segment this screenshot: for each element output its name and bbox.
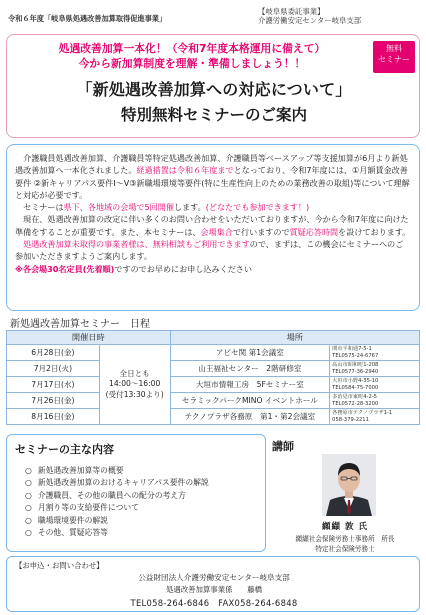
col-header-venue: 場所 (170, 331, 419, 345)
list-item: ○ 職場環境要件の解説 (25, 515, 209, 527)
table-row (7, 345, 420, 361)
seminar-title: 「新処遇改善加算への対応について」 (76, 80, 352, 99)
row-address: 多治見市東町4-2-5 TEL0572-28-3200 (330, 393, 420, 409)
col-header-date: 開催日時 (7, 331, 171, 345)
organizer-line1: 【岐阜県委託事業】 (258, 7, 325, 16)
lecturer-section (270, 434, 420, 552)
person-photo-icon (322, 454, 376, 516)
lecturer-photo (322, 454, 376, 516)
contact-department: 処遇改善加算事業係 藤橋 (165, 585, 263, 594)
seminar-contents-box (6, 434, 266, 552)
lecturer-label: 講師 (272, 440, 294, 453)
desc-paragraph-4: 処遇改善加算未取得の事業者様は、無料相談もご利用できますので、まずは、この機会にセミナーへのご参加いただきますようご案内します。 (15, 239, 404, 262)
badge-line2: セミナー (378, 54, 410, 64)
row-venue: 大垣市情報工房 5Fセミナー室 (170, 377, 330, 393)
table-row (7, 377, 420, 393)
seminar-subtitle: 特別無料セミナーのご案内 (120, 106, 307, 124)
list-item: ○ 月割り等の支給要件について (25, 502, 209, 514)
row-address: 各務原市テクノプラザ1-1 058-379-2211 (330, 409, 420, 425)
contact-label: 【お申込・お問い合わせ】 (15, 561, 104, 570)
lecturer-title-1: 纐纈社会保険労務士事務所 所長 (295, 535, 395, 543)
row-date: 7月26日(金) (7, 393, 100, 409)
row-date: 7月2日(火) (7, 361, 100, 377)
row-date: 6月28日(金) (7, 345, 100, 361)
row-address: 高山市昭和町1-208 TEL0577-36-2940 (330, 361, 420, 377)
schedule-title: 新処遇改善加算セミナー 日程 (10, 319, 150, 330)
description-box (6, 144, 420, 311)
time-line2: 14:00～16:00 (108, 379, 161, 389)
row-venue: 山王福祉センター 2階研修室 (170, 361, 330, 377)
contact-organization: 公益財団法人介護労働安定センター岐阜支部 (138, 573, 290, 582)
row-venue: セラミックパークMINO イベントホール (170, 393, 330, 409)
row-address: 関市平和通7-5-1 TEL0575-24-6767 (330, 345, 420, 361)
title-announcement-2: 今から新加算制度を理解・準備しましょう！！ (78, 57, 306, 70)
time-line1: 全日とも (119, 369, 150, 379)
title-box (6, 34, 420, 138)
list-item: ○ 介護職員、その他の職員への配分の考え方 (25, 490, 209, 502)
table-row (7, 409, 420, 425)
desc-paragraph-3: 現在、処遇改善加算の改定に伴い多くのお問い合わせをいただいておりますが、今から令和7年度に向けた準備をすることが重要です。また、本セミナーは、会場集合で行いますので質疑応答時間を設けております。 (15, 214, 411, 237)
table-row (7, 393, 420, 409)
list-item: ○ 新処遇改善加算のおけるキャリアパス要件の解説 (25, 477, 209, 489)
free-seminar-badge (373, 41, 415, 73)
schedule-header-row (7, 331, 420, 345)
project-name: 令和６年度「岐阜県処遇改善加算取得促進事業」 (8, 14, 167, 23)
list-item: ○ 新処遇改善加算等の概要 (25, 465, 209, 477)
badge-line1: 無料 (386, 44, 402, 53)
organizer (258, 7, 418, 26)
row-venue: テクノプラザ各務原 第1・第2会議室 (170, 409, 330, 425)
row-address: 大垣市小野4-35-10 TEL0584-75-7000 (330, 377, 420, 393)
lecturer-title-2: 特定社会保険労務士 (315, 545, 375, 553)
list-item: ○ その他、質疑応答等 (25, 527, 209, 539)
schedule-table (6, 330, 420, 425)
row-date: 8月16日(金) (7, 409, 100, 425)
row-date: 7月17日(水) (7, 377, 100, 393)
contents-title: セミナーの主な内容 (15, 443, 114, 456)
lecturer-name: 纐纈 敦 氏 (322, 522, 368, 532)
contact-box (6, 556, 420, 612)
desc-paragraph-1: 介護職員処遇改善加算、介護職員等特定処遇改善加算、介護職員等ベースアップ等支援加算が6月より新処遇改善加算へ一本化されました。経過措置は令和６年度までとなっており、令和7年度には、①月額賃金改善要件 ②新キャリアパス要件Ⅰ～Ⅴ③新職場環境等要件(特に生産性向上のための業務改善の取組)等について理解と対応が必要です。 (15, 153, 410, 200)
time-line3: (受付13:30より) (105, 389, 164, 399)
contents-list (25, 465, 209, 540)
table-row (7, 361, 420, 377)
contact-phone-fax: TEL058-264-6846 FAX058-264-6848 (130, 598, 298, 608)
desc-paragraph-2: セミナーは県下、各地域の会場で5回開催します。(どなたでも参加できます！) (15, 202, 310, 213)
time-cell (99, 345, 170, 425)
row-venue: アビセ関 第1会議室 (170, 345, 330, 361)
title-announcement-1: 処遇改善加算一本化！（令和7年度本格運用に備えて） (58, 42, 326, 55)
organizer-line2: 介護労働安定センター岐阜支部 (258, 16, 362, 26)
desc-paragraph-5: ※各会場30名定員(先着順)ですのでお早めにお申し込みください (15, 263, 252, 274)
